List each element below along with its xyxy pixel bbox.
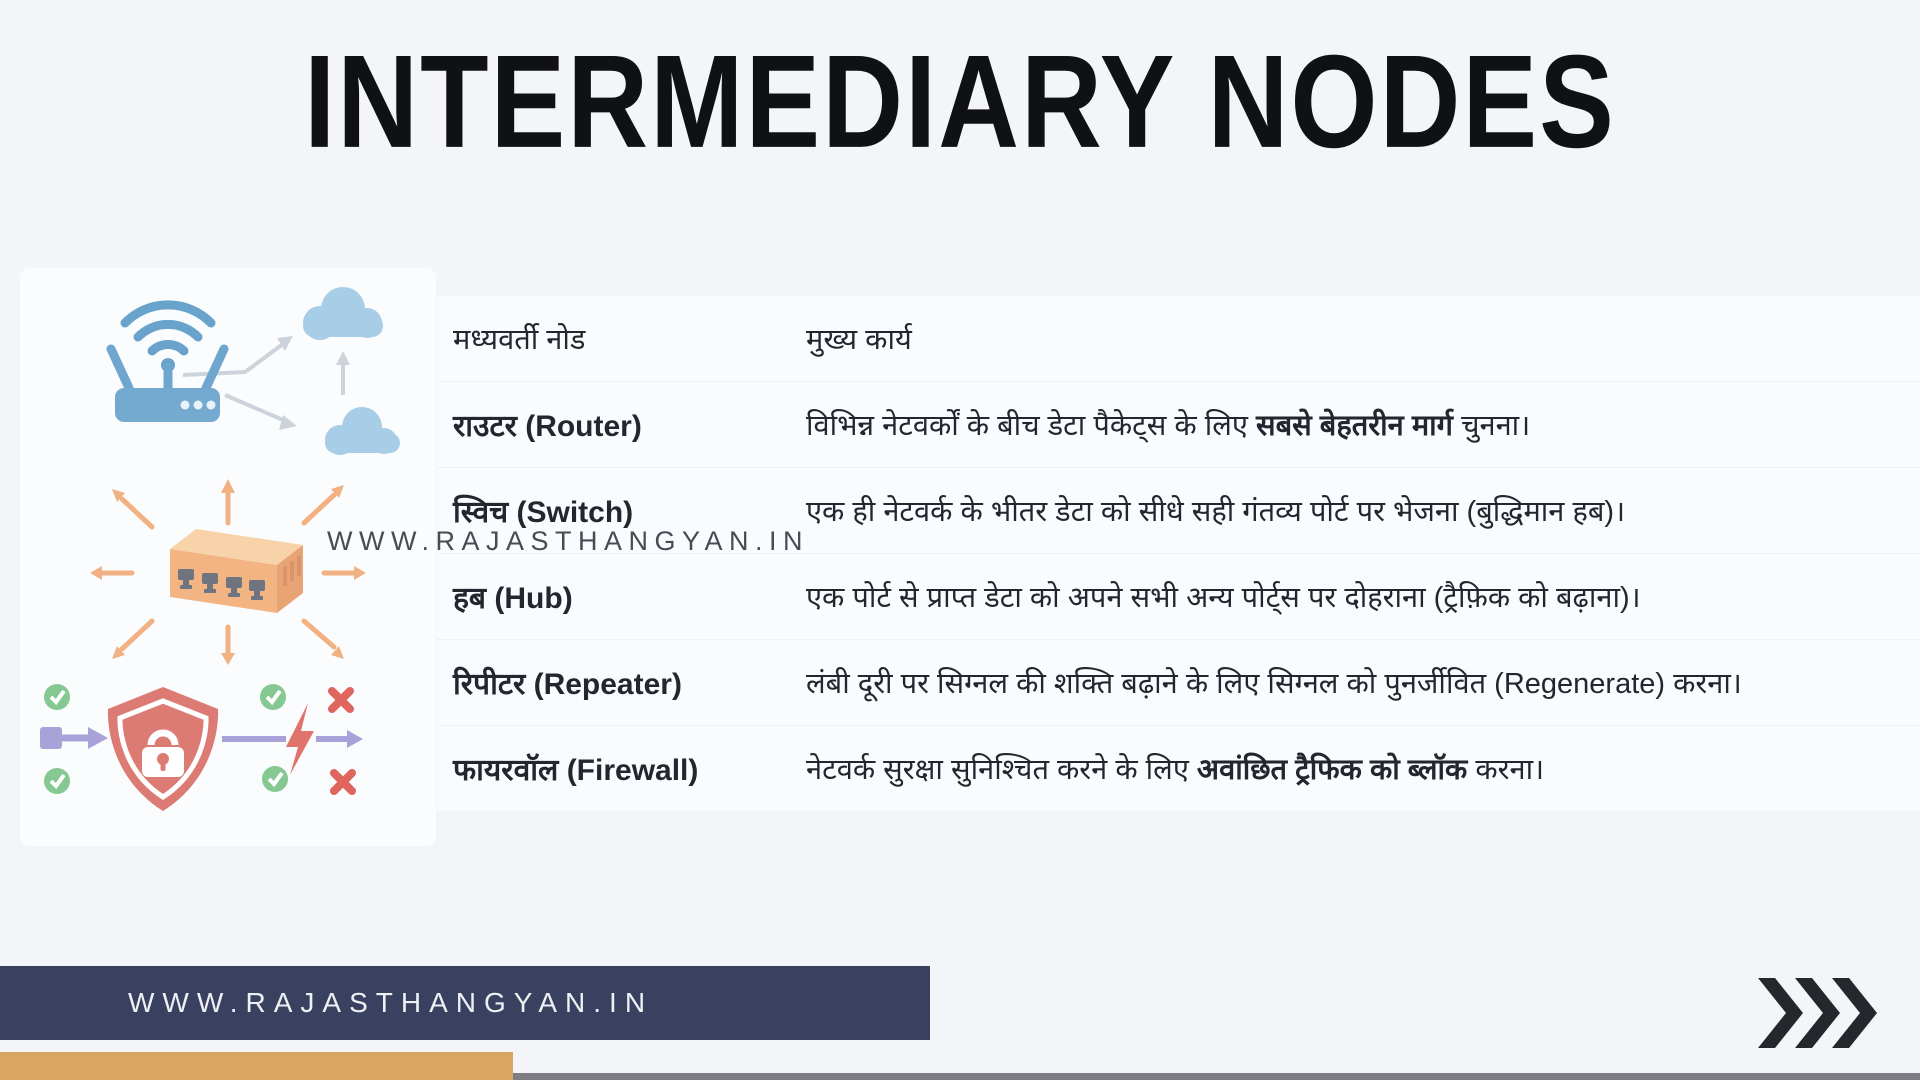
device-function bbox=[806, 663, 1920, 702]
illustration-panel bbox=[20, 268, 436, 846]
wifi-router-clouds-icon bbox=[25, 255, 425, 465]
device-name: स्विच (Switch) bbox=[453, 496, 634, 529]
arrowheads bbox=[277, 336, 350, 430]
router-antennas bbox=[111, 349, 224, 393]
function-text: चुनना। bbox=[1453, 410, 1531, 442]
next-chevrons-icon[interactable] bbox=[1758, 978, 1878, 1048]
device-name: रिपीटर (Repeater) bbox=[453, 668, 682, 701]
header-function: मुख्य कार्य bbox=[806, 324, 912, 356]
wifi-waves-icon bbox=[125, 305, 211, 351]
inbound-arrowhead bbox=[88, 727, 108, 749]
device-name: राउटर (Router) bbox=[453, 410, 642, 443]
lightning-bolt-icon bbox=[286, 703, 314, 775]
router-body bbox=[115, 388, 220, 422]
outbound-arrowhead bbox=[347, 730, 363, 748]
hub-broadcast-icon bbox=[80, 465, 370, 665]
function-text: लंबी दूरी पर सिग्नल की शक्ति बढ़ाने के लिए सिग्नल को पुनर्जीवित (Regenerate) करना। bbox=[806, 668, 1742, 700]
device-function bbox=[806, 749, 1920, 788]
function-text: करना। bbox=[1467, 754, 1545, 786]
table-header-row bbox=[437, 296, 1920, 382]
function-highlight: अवांछित ट्रैफिक को ब्लॉक bbox=[1196, 754, 1468, 786]
device-name: फायरवॉल (Firewall) bbox=[453, 754, 699, 787]
table-row-repeater bbox=[437, 640, 1920, 726]
footer-website: WWW.RAJASTHANGYAN.IN bbox=[128, 987, 654, 1018]
accent-bar-gray bbox=[513, 1073, 1920, 1080]
header-node: मध्यवर्ती नोड bbox=[453, 324, 586, 356]
function-text: नेटवर्क सुरक्षा सुनिश्चित करने के लिए bbox=[806, 754, 1197, 786]
device-name: हब (Hub) bbox=[453, 582, 573, 615]
footer-bar bbox=[0, 966, 930, 1040]
device-function bbox=[806, 577, 1920, 616]
device-function bbox=[806, 491, 1920, 530]
function-text: एक पोर्ट से प्राप्त डेटा को अपने सभी अन्य पोर्ट्स पर दोहराना (ट्रैफ़िक को बढ़ाना)। bbox=[806, 582, 1641, 614]
function-highlight: सबसे बेहतरीन मार्ग bbox=[1255, 410, 1454, 442]
function-text: विभिन्न नेटवर्कों के बीच डेटा पैकेट्स के लिए bbox=[806, 410, 1256, 442]
firewall-shield-icon bbox=[20, 675, 365, 815]
table-row-router bbox=[437, 382, 1920, 468]
table-row-firewall bbox=[437, 726, 1920, 811]
cloud-icon bbox=[325, 407, 400, 455]
table-row-hub bbox=[437, 554, 1920, 640]
watermark-center: WWW.RAJASTHANGYAN.IN bbox=[327, 526, 810, 556]
function-text: एक ही नेटवर्क के भीतर डेटा को सीधे सही गंतव्य पोर्ट पर भेजना (बुद्धिमान हब)। bbox=[806, 496, 1626, 528]
cloud-icon bbox=[303, 287, 383, 340]
accent-bar-orange bbox=[0, 1052, 513, 1080]
packet-square bbox=[40, 727, 62, 749]
page-title: INTERMEDIARY NODES bbox=[304, 27, 1616, 176]
router-leds bbox=[181, 401, 216, 410]
device-function bbox=[806, 405, 1920, 444]
